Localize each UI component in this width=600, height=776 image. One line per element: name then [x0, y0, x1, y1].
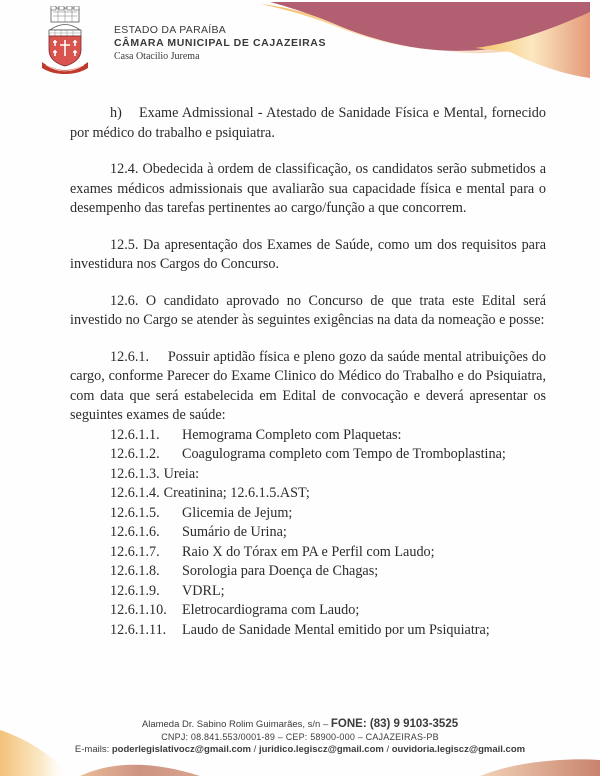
list-item-text: Coagulograma completo com Tempo de Tromboplastina;	[182, 446, 506, 462]
list-item-text: Glicemia de Jejum;	[182, 504, 293, 521]
list-item	[70, 582, 546, 602]
section-12-6-1: 12.6.1. Possuir aptidão física e pleno gozo da saúde mental atribuições do cargo, conforme Parecer do Exame Clinico do Médico do Trabalho e do Psiquiatra, com data que será estabelecida em Edital de convocação e deverá apresentar os seguintes exames de saúde:	[70, 348, 546, 423]
list-item	[70, 621, 546, 641]
section-12-4: 12.4. Obedecida à ordem de classificação, os candidatos serão submetidos a exames médicos admissionais que avaliarão sua capacidade física e mental para o desempenho das tarefas pertinentes ao cargo/função a que concorrem.	[70, 161, 546, 216]
list-item-number: 12.6.1.9.	[110, 582, 160, 599]
list-item	[70, 523, 546, 543]
item-h-paragraph: h) Exame Admissional - Atestado de Sanidade Física e Mental, fornecido por médico do trabalho e psiquiatra.	[70, 105, 546, 141]
list-item-number: 12.6.1.3.	[110, 465, 160, 482]
list-item-text: Sumário de Urina;	[182, 524, 287, 540]
list-item-text: Eletrocardiograma com Laudo;	[182, 602, 360, 618]
section-12-5: 12.5. Da apresentação dos Exames de Saúde, como um dos requisitos para investidura nos Cargos do Concurso.	[70, 236, 546, 272]
list-item-number: 12.6.1.10.	[110, 602, 167, 618]
list-item	[70, 445, 546, 465]
email-ouvidoria[interactable]: ouvidoria.legiscz@gmail.com	[391, 744, 526, 755]
address: Alameda Dr. Sabino Rolim Guimarães, s/n –	[141, 719, 331, 730]
section-12-6: 12.6. O candidato aprovado no Concurso de que trata este Edital será investido no Cargo se atender às seguintes exigências na data da nomeação e posse:	[70, 292, 546, 328]
email-separator: /	[251, 744, 259, 755]
footer-address-line	[0, 718, 600, 731]
list-item-text: Sorologia para Doença de Chagas;	[182, 563, 379, 579]
list-item	[70, 601, 546, 621]
list-item	[70, 465, 546, 485]
list-item-text: Hemograma Completo com Plaquetas:	[182, 426, 402, 443]
list-item	[70, 426, 546, 446]
list-item-number: 12.6.1.4.	[110, 485, 160, 501]
list-item-number: 12.6.1.6.	[110, 524, 160, 540]
list-item-number: 12.6.1.5.	[110, 504, 160, 521]
list-item-number: 12.6.1.1.	[110, 426, 160, 443]
health-exams-list	[70, 426, 546, 641]
footer-registry: CNPJ: 08.841.553/0001-89 – CEP: 58900-000 – CAJAZEIRAS-PB	[161, 732, 439, 742]
list-item-number: 12.6.1.2.	[110, 446, 160, 462]
email-legislative[interactable]: poderlegislativocz@gmail.com	[111, 744, 252, 755]
institution-header	[114, 24, 326, 63]
house-name: Casa Otacilio Jurema	[114, 51, 200, 62]
list-item-text: Laudo de Sanidade Mental emitido por um Psiquiatra;	[182, 621, 490, 638]
list-item-number: 12.6.1.7.	[110, 543, 160, 560]
phone-number: FONE: (83) 9 9103-3525	[330, 718, 459, 730]
footer-emails-line	[0, 743, 600, 756]
document-body	[70, 104, 546, 640]
list-item-number: 12.6.1.11.	[110, 621, 167, 638]
footer-contact-info	[0, 718, 600, 756]
chamber-name: CÂMARA MUNICIPAL DE CAJAZEIRAS	[114, 37, 327, 49]
list-item-number: 12.6.1.8.	[110, 563, 160, 579]
list-item	[70, 504, 546, 524]
email-separator: /	[383, 744, 392, 755]
municipal-coat-of-arms-icon	[40, 6, 90, 74]
email-juridico[interactable]: juridico.legiscz@gmail.com	[258, 744, 384, 755]
state-name: ESTADO DA PARAÍBA	[114, 24, 227, 36]
list-item-text: Ureia:	[163, 465, 200, 482]
list-item-text: VDRL;	[182, 582, 225, 599]
list-item	[70, 543, 546, 563]
emails-label: E-mails:	[74, 744, 112, 755]
list-item	[70, 484, 546, 504]
list-item	[70, 562, 546, 582]
list-item-text: Creatinina; 12.6.1.5.AST;	[163, 485, 310, 501]
list-item-text: Raio X do Tórax em PA e Perfil com Laudo;	[182, 543, 435, 560]
